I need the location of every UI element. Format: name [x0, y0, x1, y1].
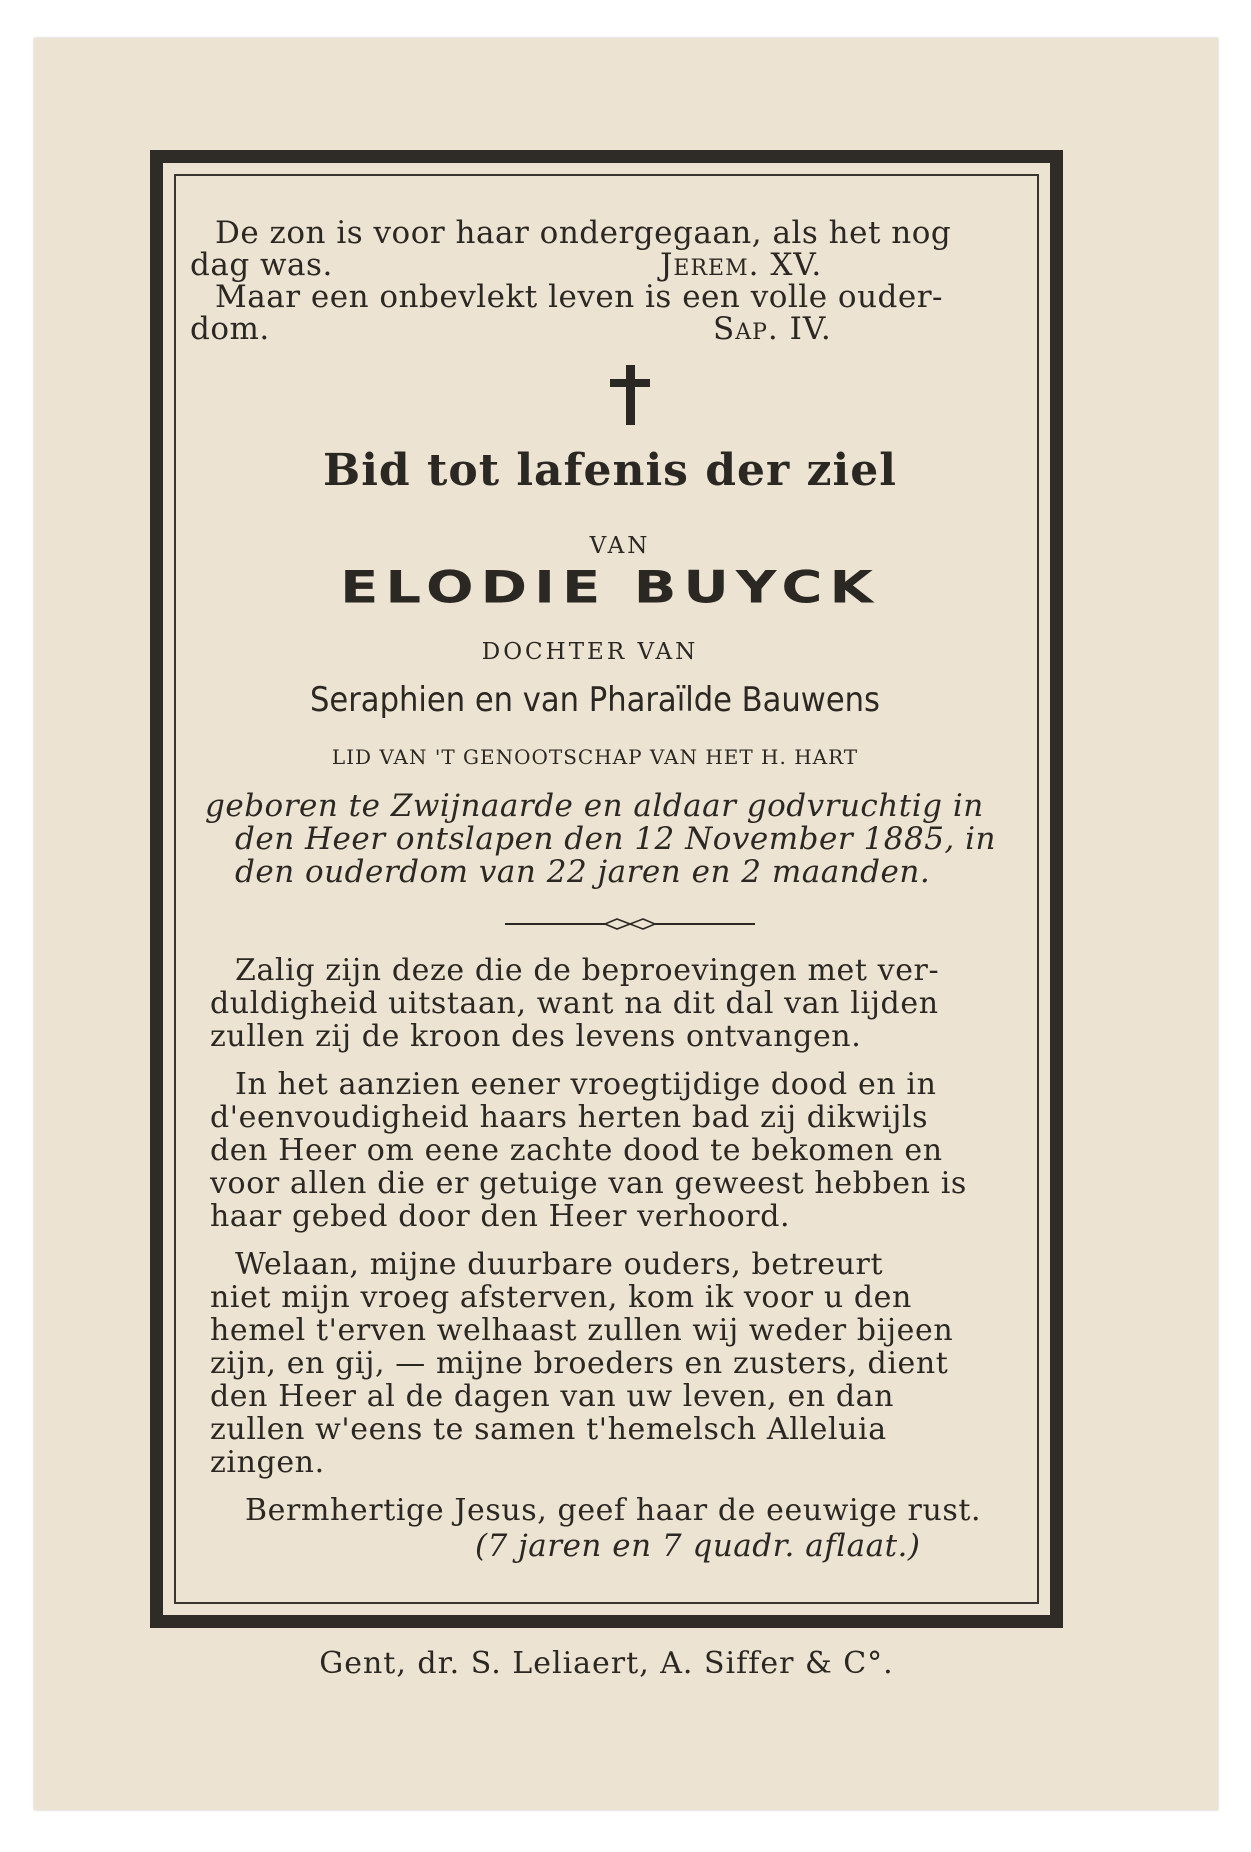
parents-names: Seraphien en van Pharaïlde Bauwens [309, 680, 881, 720]
paragraph-2-line-2: d'eenvoudigheid haars herten bad zij dikwijls [210, 1100, 929, 1135]
epigraph-line-1: De zon is voor haar ondergegaan, als het nog [215, 215, 952, 251]
paragraph-3-line-1: Welaan, mijne duurbare ouders, betreurt [235, 1247, 884, 1282]
paragraph-3-line-3: hemel t'erven welhaast zullen wij weder bijeen [210, 1313, 954, 1348]
printer-imprint: Gent, dr. S. Leliaert, A. Siffer & C°. [319, 1646, 894, 1681]
membership-line: LID VAN 'T GENOOTSCHAP VAN HET H. HART [331, 745, 859, 769]
ornament-divider [505, 916, 755, 932]
deceased-name: ELODIE BUYCK [340, 561, 880, 614]
daughter-of-label: DOCHTER VAN [481, 639, 699, 665]
paragraph-2-line-5: haar gebed door den Heer verhoord. [210, 1199, 791, 1234]
epigraph-line-2: dag was. [190, 247, 333, 283]
prayer-heading: Bid tot lafenis der ziel [323, 445, 897, 496]
paragraph-3-line-2: niet mijn vroeg afsterven, kom ik voor u den [210, 1280, 912, 1315]
paragraph-1-line-2: duldigheid uitstaan, want na dit dal van lijden [210, 986, 939, 1021]
epigraph-line-3: Maar een onbevlekt leven is een volle ouder- [215, 279, 944, 315]
paragraph-2-line-4: voor allen die er getuige van geweest hebben is [210, 1166, 967, 1201]
birth-death-line-2: den Heer ontslapen den 12 November 1885, in [235, 821, 997, 857]
birth-death-line-3: den ouderdom van 22 jaren en 2 maanden. [235, 854, 931, 890]
cross-icon [610, 365, 650, 425]
paragraph-3-line-5: den Heer al de dagen van uw leven, en dan [210, 1379, 895, 1414]
paragraph-2-line-1: In het aanzien eener vroegtijdige dood en in [235, 1067, 937, 1102]
paragraph-1-line-3: zullen zij de kroon des levens ontvangen. [210, 1019, 862, 1054]
indulgence-note: (7 jaren en 7 quadr. aflaat.) [475, 1528, 921, 1564]
paragraph-3-line-6: zullen w'eens te samen t'hemelsch Alleluia [210, 1412, 887, 1447]
paragraph-3-line-7: zingen. [210, 1445, 325, 1480]
van-label: VAN [589, 533, 651, 559]
paragraph-2-line-3: den Heer om eene zachte dood te bekomen en [210, 1133, 943, 1168]
epigraph-ref-1: Jerem. XV. [660, 247, 823, 283]
closing-prayer: Bermhertige Jesus, geef haar de eeuwige rust. [245, 1493, 982, 1528]
birth-death-line-1: geboren te Zwijnaarde en aldaar godvruchtig in [205, 788, 984, 824]
epigraph-line-4: dom. [190, 311, 270, 347]
paragraph-1-line-1: Zalig zijn deze die de beproevingen met ver- [235, 953, 940, 988]
epigraph-ref-2: Sap. IV. [713, 311, 832, 347]
paragraph-3-line-4: zijn, en gij, — mijne broeders en zusters, dient [210, 1346, 949, 1381]
